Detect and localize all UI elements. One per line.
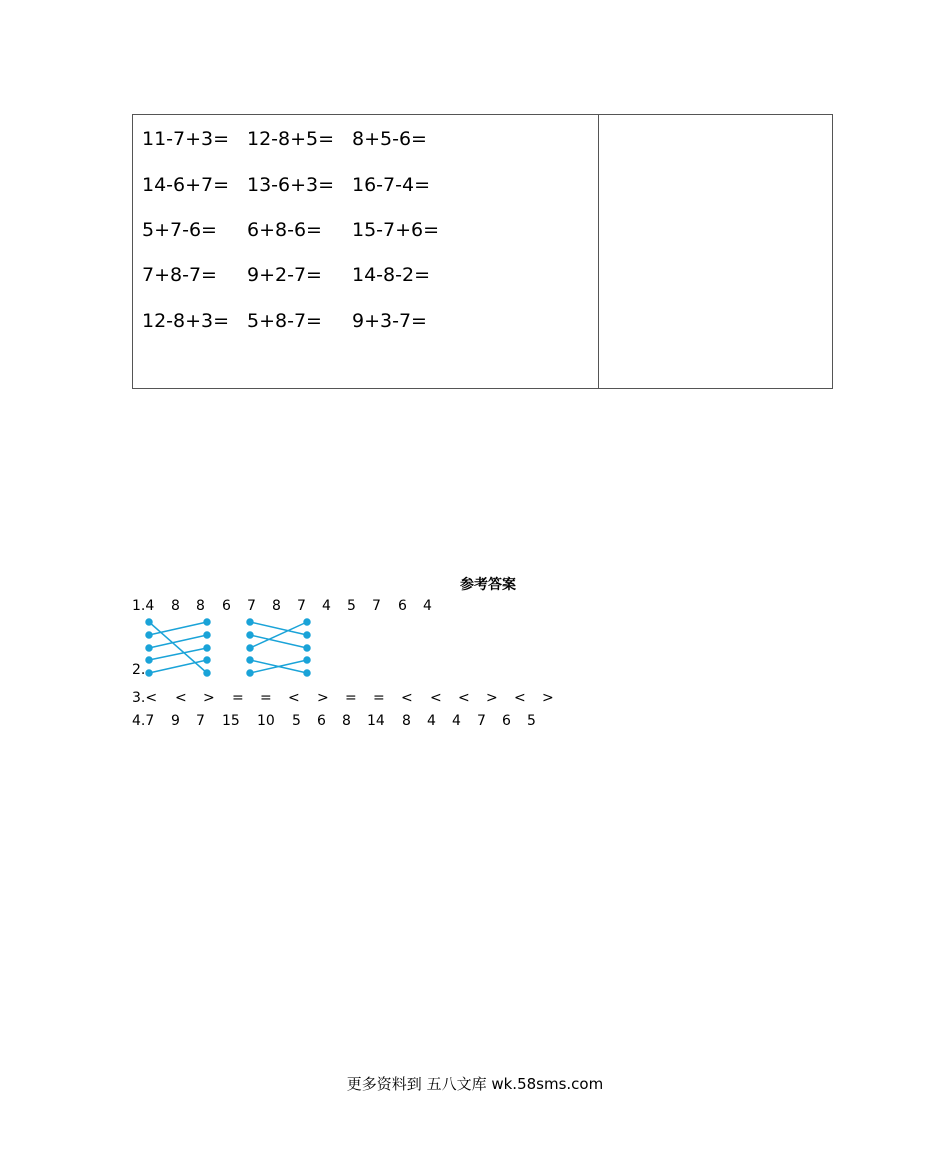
- answer-token: 8: [402, 713, 411, 729]
- answer-token: 4: [322, 598, 331, 614]
- footer-site-link[interactable]: wk.58sms.com: [491, 1075, 604, 1093]
- exercise-item: 13-6+3=: [247, 174, 335, 196]
- footer-text: 更多资料到 五八文库: [346, 1075, 492, 1093]
- answer-token: <: [458, 690, 470, 706]
- answer-token: 10: [257, 713, 275, 729]
- exercise-item: 5+7-6=: [142, 219, 217, 241]
- answer-token: =: [373, 690, 385, 706]
- answer-token: 4: [423, 598, 432, 614]
- answer-token: =: [345, 690, 357, 706]
- answer-token: 5: [347, 598, 356, 614]
- footer: [0, 1073, 950, 1094]
- answer-token: 1.4: [132, 598, 155, 614]
- answer-token: 6: [222, 598, 231, 614]
- answer-token: 3.<: [132, 690, 158, 706]
- exercise-table: [132, 114, 833, 389]
- exercise-item: 12-8+3=: [142, 310, 230, 332]
- answer-token: 4: [452, 713, 461, 729]
- answer-token: >: [486, 690, 498, 706]
- exercise-item: 14-8-2=: [352, 264, 430, 286]
- exercise-item: 12-8+5=: [247, 128, 335, 150]
- answer-token: 6: [317, 713, 326, 729]
- exercise-item: 9+2-7=: [247, 264, 322, 286]
- exercise-item: 14-6+7=: [142, 174, 230, 196]
- answer-token: =: [260, 690, 272, 706]
- answer-line-2-label: 2.: [132, 662, 146, 678]
- answer-token: 6: [502, 713, 511, 729]
- matching-group-left: [146, 619, 210, 676]
- exercise-item: 11-7+3=: [142, 128, 230, 150]
- answer-token: >: [203, 690, 215, 706]
- answer-token: 7: [196, 713, 205, 729]
- answer-token: 7: [477, 713, 486, 729]
- answer-token: 4.7: [132, 713, 155, 729]
- answer-token: 8: [342, 713, 351, 729]
- matching-group-right: [247, 619, 310, 676]
- answer-token: 8: [171, 598, 180, 614]
- answer-token: 8: [272, 598, 281, 614]
- answer-token: 7: [297, 598, 306, 614]
- exercise-item: 7+8-7=: [142, 264, 217, 286]
- matching-lines-diagram: [140, 615, 320, 681]
- answer-token: 9: [171, 713, 180, 729]
- answer-token: 5: [527, 713, 536, 729]
- answer-token: <: [175, 690, 187, 706]
- answer-token: 7: [372, 598, 381, 614]
- table-divider: [598, 115, 599, 388]
- answer-token: 7: [247, 598, 256, 614]
- answer-token: >: [317, 690, 329, 706]
- answer-token: >: [542, 690, 554, 706]
- answer-token: =: [232, 690, 244, 706]
- answer-token: 8: [196, 598, 205, 614]
- exercise-item: 16-7-4=: [352, 174, 430, 196]
- answer-token: 14: [367, 713, 385, 729]
- answer-token: 5: [292, 713, 301, 729]
- exercise-item: 8+5-6=: [352, 128, 427, 150]
- exercise-item: 5+8-7=: [247, 310, 322, 332]
- answer-token: 15: [222, 713, 240, 729]
- exercise-item: 9+3-7=: [352, 310, 427, 332]
- exercise-item: 15-7+6=: [352, 219, 440, 241]
- answer-token: <: [514, 690, 526, 706]
- answer-key-title: 参考答案: [460, 577, 516, 593]
- answer-token: <: [430, 690, 442, 706]
- answer-token: <: [401, 690, 413, 706]
- answer-token: 6: [398, 598, 407, 614]
- answer-token: <: [288, 690, 300, 706]
- exercise-item: 6+8-6=: [247, 219, 322, 241]
- answer-token: 4: [427, 713, 436, 729]
